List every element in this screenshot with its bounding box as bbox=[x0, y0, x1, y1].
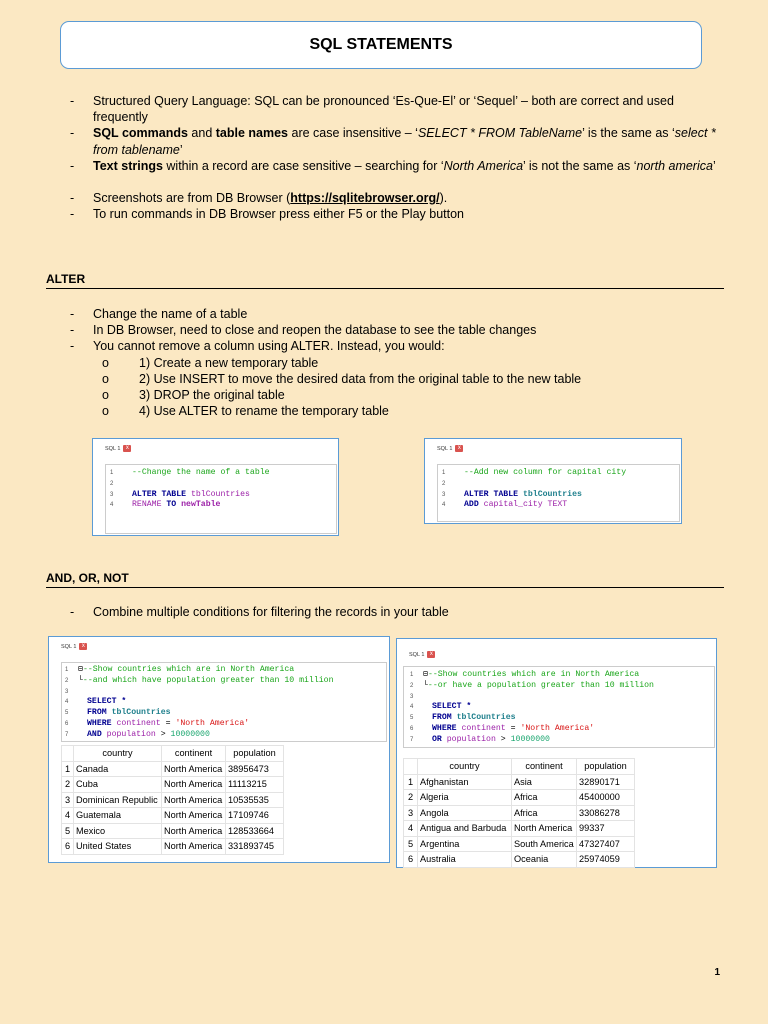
sql-tab[interactable] bbox=[409, 651, 435, 658]
sql-code bbox=[410, 670, 654, 746]
code-operator: = bbox=[505, 723, 521, 733]
cell-continent[interactable]: Africa bbox=[512, 805, 577, 821]
code-table: tblCountries bbox=[186, 489, 250, 499]
row-number-header bbox=[404, 759, 418, 775]
cell-country[interactable]: Algeria bbox=[418, 790, 512, 806]
close-icon[interactable]: x bbox=[123, 445, 131, 452]
sub-marker: o bbox=[102, 403, 109, 418]
italic-example: north america bbox=[636, 158, 713, 173]
table-row[interactable] bbox=[404, 805, 635, 821]
code-keyword: ADD bbox=[464, 500, 479, 510]
line-number: 1 bbox=[65, 667, 69, 673]
grid-header-row bbox=[404, 759, 635, 775]
fold-end-icon: └ bbox=[78, 675, 83, 685]
alter-bullets bbox=[70, 306, 730, 419]
code-keyword: ALTER TABLE bbox=[464, 489, 519, 499]
code-type: TEXT bbox=[542, 500, 568, 510]
text: within a record are case sensitive – searching for ‘ bbox=[162, 158, 444, 173]
close-icon[interactable]: x bbox=[455, 445, 463, 452]
alter-sub-1 bbox=[70, 355, 730, 371]
fold-end-icon: └ bbox=[423, 680, 428, 690]
line-number: 1 bbox=[442, 470, 446, 476]
page-title bbox=[60, 21, 702, 69]
row-number: 6 bbox=[404, 852, 418, 868]
code-comment: --Show countries which are in North America bbox=[427, 670, 640, 679]
sub-marker: o bbox=[102, 387, 109, 402]
column-header-country[interactable]: country bbox=[418, 759, 512, 775]
table-row[interactable] bbox=[62, 777, 284, 793]
table-row[interactable] bbox=[404, 852, 635, 868]
line-number: 2 bbox=[110, 480, 114, 487]
code-operator: > bbox=[155, 729, 171, 739]
code-table: tblCountries bbox=[518, 489, 582, 499]
table-row[interactable] bbox=[62, 808, 284, 824]
close-icon[interactable]: x bbox=[79, 643, 87, 650]
cell-population[interactable]: 128533664 bbox=[226, 823, 284, 839]
code-keyword: WHERE bbox=[87, 718, 112, 728]
text: are case insensitive – ‘ bbox=[288, 126, 418, 141]
column-header-continent[interactable]: continent bbox=[162, 746, 226, 762]
cell-continent[interactable]: South America bbox=[512, 836, 577, 852]
alter-bullet-1: - Change the name of a table bbox=[70, 306, 730, 322]
results-grid bbox=[403, 758, 635, 868]
cell-population[interactable]: 25974059 bbox=[577, 852, 635, 868]
cell-country[interactable]: Angola bbox=[418, 805, 512, 821]
cell-continent[interactable]: Africa bbox=[512, 790, 577, 806]
cell-population[interactable]: 17109746 bbox=[226, 808, 284, 824]
sql-editor[interactable] bbox=[437, 464, 680, 522]
code-number: 10000000 bbox=[170, 729, 210, 739]
sql-editor[interactable] bbox=[105, 464, 337, 534]
cell-continent[interactable]: North America bbox=[162, 839, 226, 855]
line-number: 4 bbox=[410, 704, 414, 711]
line-number: 3 bbox=[110, 491, 114, 498]
code-keyword: RENAME bbox=[132, 500, 162, 510]
cell-country[interactable]: Australia bbox=[418, 852, 512, 868]
italic-example: North America bbox=[443, 158, 524, 173]
cell-country[interactable]: Dominican Republic bbox=[74, 792, 162, 808]
line-number: 6 bbox=[410, 725, 414, 732]
cell-country[interactable]: Argentina bbox=[418, 836, 512, 852]
alter-sub-4 bbox=[70, 403, 730, 419]
sub-text: 2) Use INSERT to move the desired data from the original table to the new table bbox=[139, 371, 582, 386]
line-number: 1 bbox=[110, 470, 114, 476]
cell-population[interactable]: 33086278 bbox=[577, 805, 635, 821]
bold-table-names: table names bbox=[215, 126, 289, 141]
sql-tab[interactable] bbox=[437, 445, 463, 452]
line-number: 2 bbox=[410, 682, 414, 689]
sql-tab[interactable] bbox=[105, 445, 131, 452]
fold-icon[interactable]: ⊟ bbox=[423, 670, 428, 679]
cell-continent[interactable]: North America bbox=[162, 823, 226, 839]
grid-header-row bbox=[62, 746, 284, 762]
page-title-text: SQL STATEMENTS bbox=[309, 36, 453, 53]
cell-continent[interactable]: Oceania bbox=[512, 852, 577, 868]
table-row[interactable] bbox=[62, 792, 284, 808]
cell-country[interactable]: Antigua and Barbuda bbox=[418, 821, 512, 837]
text: ’ is not the same as ‘ bbox=[523, 158, 637, 173]
alter-bullet-2: - In DB Browser, need to close and reopen the database to see the table changes bbox=[70, 322, 730, 338]
bullet-run-commands: - To run commands in DB Browser press either F5 or the Play button bbox=[70, 206, 730, 222]
cell-population[interactable]: 47327407 bbox=[577, 836, 635, 852]
code-keyword: OR bbox=[432, 734, 442, 744]
section-heading-alter bbox=[46, 272, 724, 289]
row-number-header bbox=[62, 746, 74, 762]
text: and bbox=[187, 126, 216, 141]
screenshot-rename-table bbox=[92, 438, 339, 536]
line-number: 4 bbox=[110, 502, 114, 509]
italic-example: SELECT * FROM TableName bbox=[417, 126, 583, 141]
code-keyword: ALTER TABLE bbox=[132, 489, 187, 499]
cell-country[interactable]: Canada bbox=[74, 761, 162, 777]
text: ’ bbox=[712, 158, 716, 173]
code-comment: --Add new column for capital city bbox=[464, 468, 627, 477]
row-number: 1 bbox=[62, 761, 74, 777]
cell-continent[interactable]: North America bbox=[162, 792, 226, 808]
sub-text: 3) DROP the original table bbox=[139, 387, 285, 402]
sql-editor[interactable] bbox=[61, 662, 387, 742]
sub-marker: o bbox=[102, 355, 109, 370]
code-column: population bbox=[441, 734, 496, 744]
column-header-population[interactable]: population bbox=[226, 746, 284, 762]
code-string: 'North America' bbox=[520, 723, 595, 733]
screenshot-add-column bbox=[424, 438, 682, 524]
row-number: 3 bbox=[62, 792, 74, 808]
cell-country[interactable]: Guatemala bbox=[74, 808, 162, 824]
alter-sub-3 bbox=[70, 387, 730, 403]
bold-text-strings: Text strings bbox=[93, 158, 163, 173]
code-keyword: AND bbox=[87, 729, 102, 739]
italic-example: select * from tablename bbox=[93, 126, 716, 157]
line-number: 3 bbox=[442, 491, 446, 498]
row-number: 2 bbox=[62, 777, 74, 793]
heading-text: AND, OR, NOT bbox=[46, 571, 129, 585]
cell-population[interactable]: 45400000 bbox=[577, 790, 635, 806]
cell-continent[interactable]: North America bbox=[512, 821, 577, 837]
bullet-sql-pronunciation: - Structured Query Language: SQL can be pronounced ‘Es-Que-El’ or ‘Sequel’ – both are correct and used frequently bbox=[70, 93, 730, 125]
row-number: 6 bbox=[62, 839, 74, 855]
code-comment: --Show countries which are in North America bbox=[82, 665, 295, 674]
cell-country[interactable]: Mexico bbox=[74, 823, 162, 839]
alter-sub-2 bbox=[70, 371, 730, 387]
code-column: continent bbox=[456, 723, 506, 733]
line-number: 7 bbox=[65, 731, 69, 738]
code-operator: = bbox=[160, 718, 176, 728]
column-header-country[interactable]: country bbox=[74, 746, 162, 762]
cell-population[interactable]: 331893745 bbox=[226, 839, 284, 855]
code-keyword: FROM bbox=[432, 713, 452, 723]
line-number: 3 bbox=[410, 693, 414, 700]
line-number: 4 bbox=[65, 699, 69, 706]
cell-population[interactable]: 10535535 bbox=[226, 792, 284, 808]
cell-country[interactable]: Cuba bbox=[74, 777, 162, 793]
sql-editor[interactable] bbox=[403, 666, 715, 748]
code-keyword: SELECT * bbox=[432, 702, 472, 712]
close-icon[interactable]: x bbox=[427, 651, 435, 658]
code-comment: --or have a population greater than 10 million bbox=[427, 680, 654, 690]
line-number: 3 bbox=[65, 688, 69, 695]
line-number: 6 bbox=[65, 720, 69, 727]
column-header-population[interactable]: population bbox=[577, 759, 635, 775]
code-keyword: SELECT * bbox=[87, 697, 127, 707]
page-number: 1 bbox=[714, 967, 720, 978]
cell-population[interactable]: 38956473 bbox=[226, 761, 284, 777]
code-string: 'North America' bbox=[175, 718, 250, 728]
table-row[interactable] bbox=[404, 774, 635, 790]
row-number: 5 bbox=[404, 836, 418, 852]
code-column: population bbox=[101, 729, 156, 739]
tab-label: SQL 1 bbox=[437, 445, 453, 452]
line-number: 1 bbox=[410, 672, 414, 678]
screenshot-or-query bbox=[396, 638, 717, 868]
table-row[interactable] bbox=[404, 821, 635, 837]
cell-population[interactable]: 32890171 bbox=[577, 774, 635, 790]
code-identifier: newTable bbox=[176, 500, 221, 510]
column-header-continent[interactable]: continent bbox=[512, 759, 577, 775]
code-number: 10000000 bbox=[510, 734, 550, 744]
row-number: 4 bbox=[404, 821, 418, 837]
tab-label: SQL 1 bbox=[61, 643, 77, 650]
fold-icon[interactable]: ⊟ bbox=[78, 665, 83, 674]
row-number: 3 bbox=[404, 805, 418, 821]
line-number: 5 bbox=[65, 710, 69, 717]
line-number: 2 bbox=[442, 480, 446, 487]
code-column: continent bbox=[111, 718, 161, 728]
cell-continent[interactable]: North America bbox=[162, 808, 226, 824]
code-table: tblCountries bbox=[451, 713, 516, 723]
cell-population[interactable]: 99337 bbox=[577, 821, 635, 837]
text: ). bbox=[439, 191, 448, 206]
row-number: 2 bbox=[404, 790, 418, 806]
cell-country[interactable]: Afghanistan bbox=[418, 774, 512, 790]
bold-sql-commands: SQL commands bbox=[93, 126, 188, 141]
andor-bullets bbox=[70, 604, 730, 620]
table-row[interactable] bbox=[404, 790, 635, 806]
heading-text: ALTER bbox=[46, 272, 86, 286]
tab-label: SQL 1 bbox=[409, 651, 425, 658]
sql-code bbox=[110, 468, 270, 511]
table-row[interactable] bbox=[62, 823, 284, 839]
code-table: tblCountries bbox=[106, 708, 171, 718]
code-keyword: TO bbox=[161, 500, 177, 510]
code-comment: --Change the name of a table bbox=[132, 468, 270, 477]
cell-continent[interactable]: Asia bbox=[512, 774, 577, 790]
row-number: 4 bbox=[62, 808, 74, 824]
sql-code bbox=[442, 468, 626, 511]
line-number: 7 bbox=[410, 736, 414, 743]
section-heading-and-or-not bbox=[46, 571, 724, 588]
sub-text: 4) Use ALTER to rename the temporary table bbox=[139, 403, 389, 418]
line-number: 4 bbox=[442, 502, 446, 509]
code-keyword: FROM bbox=[87, 708, 107, 718]
row-number: 5 bbox=[62, 823, 74, 839]
andor-bullet-1: - Combine multiple conditions for filtering the records in your table bbox=[70, 604, 730, 620]
sqlitebrowser-link[interactable]: https://sqlitebrowser.org/ bbox=[290, 191, 440, 206]
sql-code bbox=[65, 665, 334, 741]
tab-label: SQL 1 bbox=[105, 445, 121, 452]
line-number: 2 bbox=[65, 677, 69, 684]
bullet-db-browser bbox=[70, 190, 730, 206]
table-row[interactable] bbox=[404, 836, 635, 852]
intro-bullets bbox=[70, 93, 730, 222]
cell-continent[interactable]: North America bbox=[162, 761, 226, 777]
bullet-case-sensitive bbox=[70, 158, 730, 174]
table-row[interactable] bbox=[62, 761, 284, 777]
line-number: 5 bbox=[410, 715, 414, 722]
code-operator: > bbox=[495, 734, 511, 744]
code-comment: --and which have population greater than 10 million bbox=[82, 675, 334, 685]
results-grid bbox=[61, 745, 284, 855]
cell-country[interactable]: United States bbox=[74, 839, 162, 855]
text: ’ is the same as ‘ bbox=[582, 126, 675, 141]
sub-text: 1) Create a new temporary table bbox=[139, 355, 319, 370]
cell-population[interactable]: 11113215 bbox=[226, 777, 284, 793]
row-number: 1 bbox=[404, 774, 418, 790]
sub-marker: o bbox=[102, 371, 109, 386]
text: Screenshots are from DB Browser ( bbox=[93, 191, 291, 206]
code-keyword: WHERE bbox=[432, 723, 457, 733]
text: ’ bbox=[179, 142, 183, 157]
sql-tab[interactable] bbox=[61, 643, 87, 650]
cell-continent[interactable]: North America bbox=[162, 777, 226, 793]
screenshot-and-query bbox=[48, 636, 390, 863]
bullet-case-insensitive bbox=[70, 125, 730, 157]
table-row[interactable] bbox=[62, 839, 284, 855]
alter-bullet-3: - You cannot remove a column using ALTER. Instead, you would: bbox=[70, 338, 730, 354]
code-column: capital_city bbox=[478, 500, 543, 510]
